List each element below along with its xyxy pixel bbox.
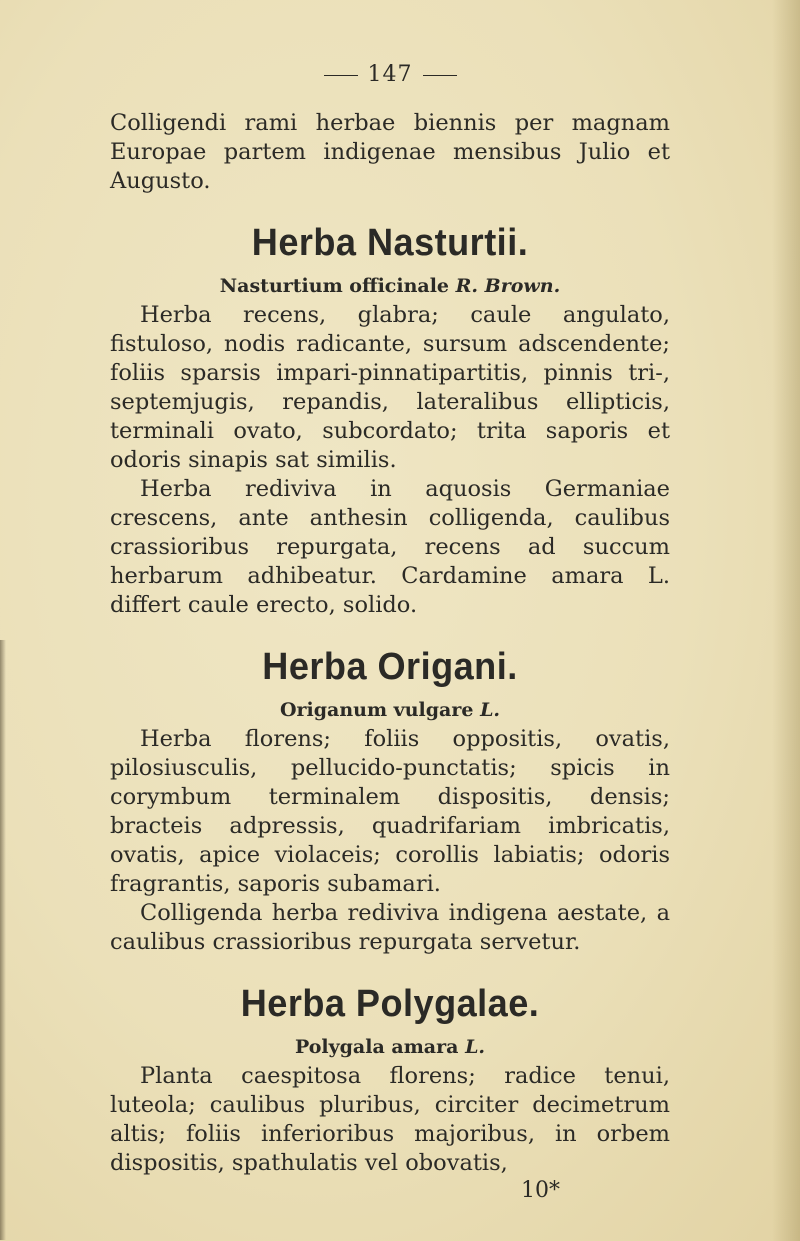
page-content: [110, 62, 670, 1203]
header-dash-left: [324, 75, 358, 76]
section-title: Herba Origani.: [262, 646, 518, 688]
section-paragraph: Colligenda herba rediviva indigena aestate, a caulibus crassioribus repurgata servetur.: [110, 900, 670, 955]
section-polygalae: [110, 983, 670, 1178]
section-title: Herba Nasturtii.: [251, 222, 529, 264]
section-paragraph: Planta caespitosa florens; radice tenui, luteola; caulibus pluribus, circiter decimetrum altis; foliis inferioribus majoribus, in orbem dispositis, spathulatis vel obovatis,: [110, 1063, 670, 1176]
species-label: Polygala amara: [294, 1036, 459, 1058]
species-label: Origanum vulgare: [279, 699, 474, 721]
species-name: [110, 699, 670, 721]
section-paragraph: Herba recens, glabra; caule angulato, fistuloso, nodis radicante, sursum adscendente; foliis sparsis impari-pinnatipartitis, pinnis tri-, septemjugis, repandis, lateralibus ellipticis, terminali ovato, subcordato; trita saporis et odoris sinapis sat similis.: [110, 302, 670, 473]
page-header: [110, 62, 670, 87]
species-author: L.: [465, 1036, 486, 1058]
species-name: [110, 1036, 670, 1058]
intro-paragraph: Colligendi rami herbae biennis per magnam Europae partem indigenae mensibus Julio et Augusto.: [110, 110, 670, 194]
page-left-edge: [0, 640, 6, 1240]
species-label: Nasturtium officinale: [219, 275, 450, 297]
section-nasturtii: [110, 222, 670, 620]
section-paragraph: Herba rediviva in aquosis Germaniae crescens, ante anthesin colligenda, caulibus crassioribus repurgata, recens ad succum herbarum adhibeatur. Cardamine amara L. differt caule erecto, solido.: [110, 476, 670, 618]
page-number: 147: [367, 62, 413, 87]
section-origani: [110, 646, 670, 957]
species-name: [110, 275, 670, 297]
species-author: L.: [480, 699, 501, 721]
section-title: Herba Polygalae.: [240, 983, 540, 1025]
section-paragraph: Herba florens; foliis oppositis, ovatis, pilosiusculis, pellucido-punctatis; spicis in corymbum terminalem dispositis, densis; bracteis adpressis, quadrifariam imbricatis, ovatis, apice violaceis; corollis labiatis; odoris fragrantis, saporis subamari.: [110, 726, 670, 897]
signature-mark: 10*: [521, 1178, 560, 1203]
header-dash-right: [423, 75, 457, 76]
species-author: R. Brown.: [455, 275, 561, 297]
page-edge-shadow: [772, 0, 800, 1241]
